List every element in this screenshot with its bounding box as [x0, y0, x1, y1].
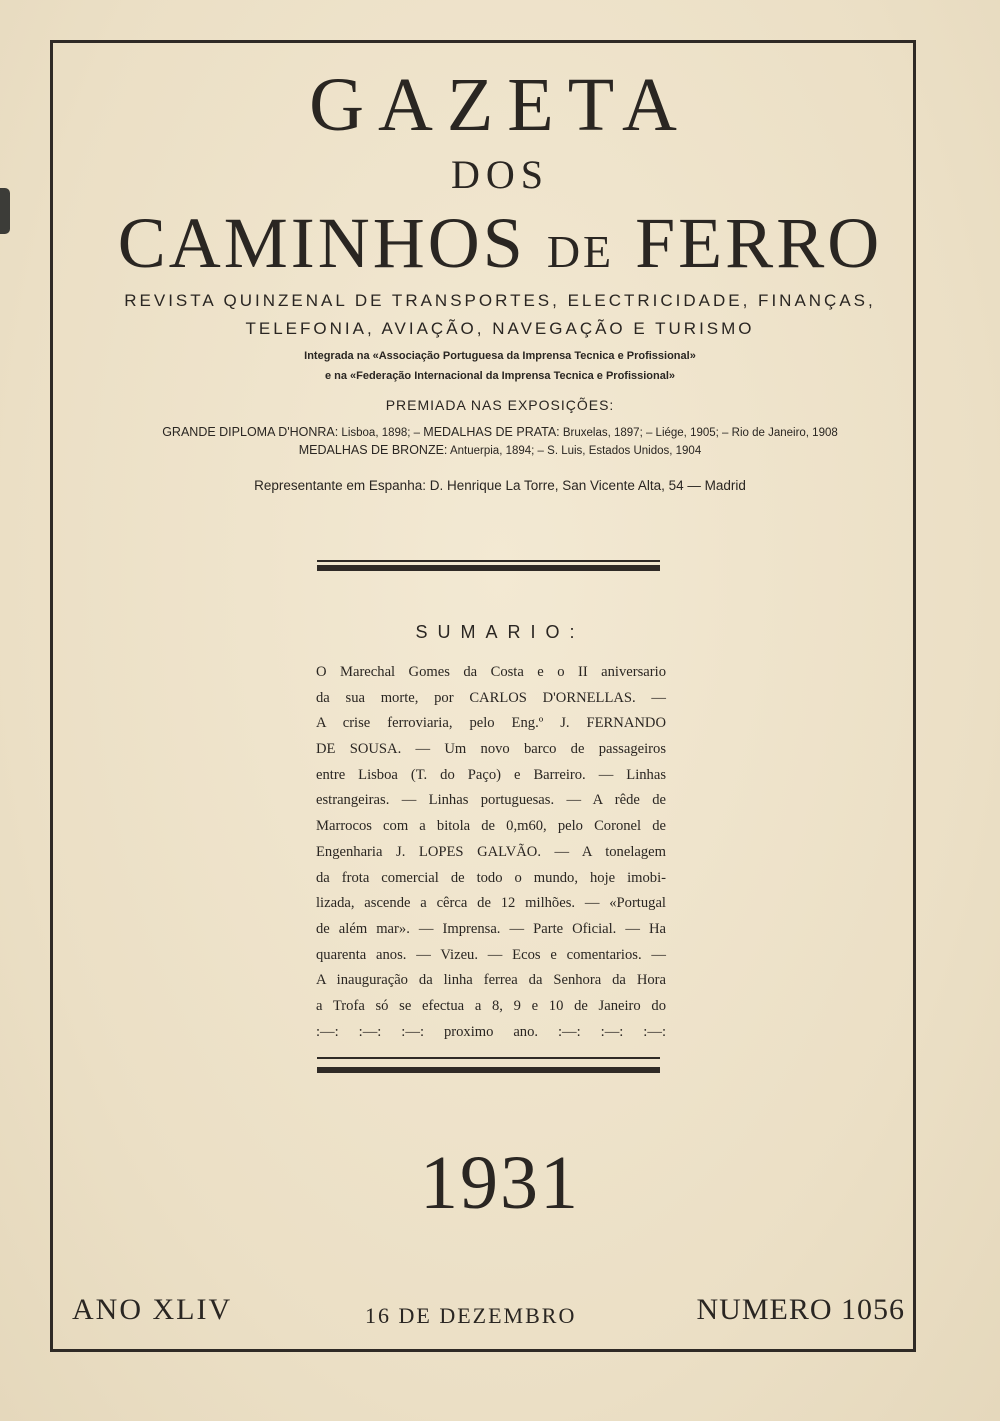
summary-line: A inauguração da linha ferrea da Senhora da Hora: [316, 972, 666, 989]
award-grand-diploma-label: GRANDE DIPLOMA D'HONRA:: [162, 425, 339, 439]
masthead-title-dos: DOS: [450, 152, 550, 197]
lower-rule-thick: [317, 1067, 660, 1073]
issue-date: 16 DE DEZEMBRO: [365, 1303, 577, 1328]
summary-line: quarenta anos. — Vizeu. — Ecos e comentarios. —: [316, 946, 666, 963]
upper-rule-thick: [317, 565, 660, 571]
summary-line: Marrocos com a bitola de 0,m60, pelo Coronel de: [316, 818, 666, 835]
award-grand-diploma-text: Lisboa, 1898; –: [338, 427, 424, 439]
summary-line: O Marechal Gomes da Costa e o II aniversario: [316, 664, 666, 680]
integration-note-1: Integrada na «Associação Portuguesa da Imprensa Tecnica e Profissional»: [304, 350, 696, 362]
issue-year: 1931: [420, 1141, 580, 1225]
title-word-de: DE: [546, 226, 615, 277]
issue-number: NUMERO 1056: [696, 1293, 905, 1326]
summary-heading: SUMARIO:: [415, 622, 585, 642]
title-word-caminhos: CAMINHOS: [117, 203, 526, 283]
summary-line: A crise ferroviaria, pelo Eng.º J. FERNANDO: [316, 715, 666, 732]
spain-representative: Representante em Espanha: D. Henrique La Torre, San Vicente Alta, 54 — Madrid: [254, 478, 746, 493]
summary-line: da frota comercial de todo o mundo, hoje imobi-: [316, 869, 666, 886]
summary-text: [316, 660, 666, 1045]
summary-line: da sua morte, por CARLOS D'ORNELLAS. —: [316, 689, 666, 706]
subtitle-line-2: TELEFONIA, AVIAÇÃO, NAVEGAÇÃO E TURISMO: [245, 319, 755, 338]
summary-line: de além mar». — Imprensa. — Parte Oficial. — Ha: [316, 920, 666, 937]
awards-line-2: [0, 442, 1000, 459]
award-bronze-label: MEDALHAS DE BRONZE:: [298, 443, 448, 457]
summary-line: :—: :—: :—: proximo ano. :—: :—: :—:: [316, 1023, 666, 1040]
summary-line: DE SOUSA. — Um novo barco de passageiros: [316, 741, 666, 758]
integration-note-2: e na «Federação Internacional da Imprensa Tecnica e Profissional»: [324, 370, 676, 382]
masthead-title-gazeta: GAZETA: [309, 63, 691, 147]
masthead-title-caminhos-de-ferro: [0, 198, 1000, 297]
summary-line: Engenharia J. LOPES GALVÃO. — A tonelagem: [316, 843, 666, 860]
summary-line: estrangeiras. — Linhas portuguesas. — A rêde de: [316, 792, 666, 809]
summary-line: entre Lisboa (T. do Paço) e Barreiro. — Linhas: [316, 766, 666, 783]
awards-heading: PREMIADA NAS EXPOSIÇÕES:: [385, 397, 615, 413]
issue-volume: ANO XLIV: [72, 1293, 233, 1326]
summary-line: lizada, ascende a cêrca de 12 milhões. — «Portugal: [316, 895, 666, 912]
awards-line-1: [0, 424, 1000, 441]
upper-rule-thin: [317, 560, 660, 562]
title-word-ferro: FERRO: [635, 203, 883, 283]
award-silver-label: MEDALHAS DE PRATA:: [423, 425, 560, 439]
subtitle-line-1: REVISTA QUINZENAL DE TRANSPORTES, ELECTRICIDADE, FINANÇAS,: [124, 291, 876, 310]
lower-rule-thin: [317, 1057, 660, 1059]
award-bronze-text: Antuerpia, 1894; – S. Luis, Estados Unidos, 1904: [447, 445, 702, 457]
award-silver-text: Bruxelas, 1897; – Liége, 1905; – Rio de Janeiro, 1908: [559, 427, 838, 439]
summary-line: a Trofa só se efectua a 8, 9 e 10 de Janeiro do: [316, 997, 666, 1014]
